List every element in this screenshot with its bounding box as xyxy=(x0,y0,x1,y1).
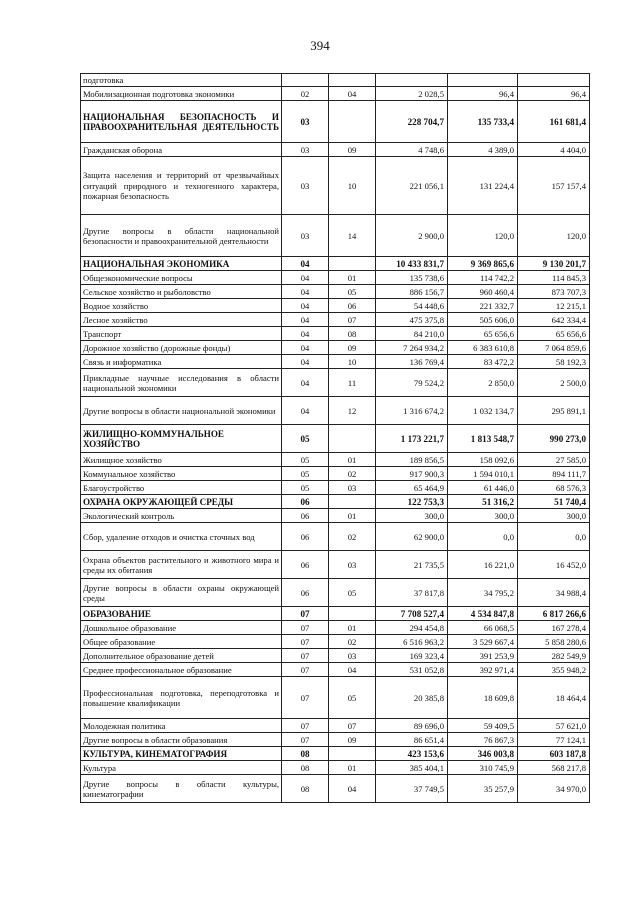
row-amount-1: 2 900,0 xyxy=(376,215,448,257)
table-section-row xyxy=(81,101,590,143)
row-amount-3: 57 621,0 xyxy=(518,719,590,733)
table-row xyxy=(81,341,590,355)
row-amount-3: 34 988,4 xyxy=(518,579,590,607)
row-section-code: 04 xyxy=(282,257,329,271)
row-amount-2: 61 446,0 xyxy=(448,481,518,495)
row-amount-1 xyxy=(376,74,448,87)
row-amount-2: 391 253,9 xyxy=(448,649,518,663)
row-name: Дополнительное образование детей xyxy=(81,649,282,663)
row-section-code: 06 xyxy=(282,509,329,523)
row-section-code: 04 xyxy=(282,299,329,313)
row-amount-2: 300,0 xyxy=(448,509,518,523)
row-name: Культура xyxy=(81,761,282,775)
row-section-code xyxy=(282,74,329,87)
row-amount-3: 0,0 xyxy=(518,523,590,551)
row-name: Сбор, удаление отходов и очистка сточных вод xyxy=(81,523,282,551)
row-section-code: 07 xyxy=(282,719,329,733)
row-amount-1: 20 385,8 xyxy=(376,677,448,719)
row-amount-3: 2 500,0 xyxy=(518,369,590,397)
row-amount-3: 120,0 xyxy=(518,215,590,257)
row-amount-1: 86 651,4 xyxy=(376,733,448,747)
page-number: 394 xyxy=(310,38,330,53)
row-subsection-code: 05 xyxy=(329,579,376,607)
row-name: Другие вопросы в области национальной экономики xyxy=(81,397,282,425)
row-section-code: 03 xyxy=(282,101,329,143)
row-section-code: 05 xyxy=(282,467,329,481)
row-amount-3: 4 404,0 xyxy=(518,143,590,157)
row-subsection-code: 01 xyxy=(329,271,376,285)
row-subsection-code: 03 xyxy=(329,481,376,495)
row-amount-3: 68 576,3 xyxy=(518,481,590,495)
row-name: Другие вопросы в области национальной безопасности и правоохранительной деятельности xyxy=(81,215,282,257)
row-amount-2 xyxy=(448,74,518,87)
row-amount-2: 65 656,6 xyxy=(448,327,518,341)
table-row xyxy=(81,649,590,663)
row-section-code: 03 xyxy=(282,143,329,157)
row-name: Водное хозяйство xyxy=(81,299,282,313)
row-amount-2: 114 742,2 xyxy=(448,271,518,285)
row-amount-3: 5 858 280,6 xyxy=(518,635,590,649)
row-amount-2: 2 850,0 xyxy=(448,369,518,397)
row-amount-1: 189 856,5 xyxy=(376,453,448,467)
row-amount-3: 568 217,8 xyxy=(518,761,590,775)
row-amount-3 xyxy=(518,74,590,87)
row-amount-2: 76 867,3 xyxy=(448,733,518,747)
row-subsection-code: 08 xyxy=(329,327,376,341)
row-amount-1: 62 900,0 xyxy=(376,523,448,551)
row-amount-1: 886 156,7 xyxy=(376,285,448,299)
row-subsection-code: 01 xyxy=(329,761,376,775)
row-name: ЖИЛИЩНО-КОММУНАЛЬНОЕ ХОЗЯЙСТВО xyxy=(81,425,282,453)
budget-table-body xyxy=(81,74,590,803)
table-row xyxy=(81,271,590,285)
row-amount-3: 58 192,3 xyxy=(518,355,590,369)
row-amount-3: 18 464,4 xyxy=(518,677,590,719)
row-amount-1: 89 696,0 xyxy=(376,719,448,733)
row-section-code: 05 xyxy=(282,425,329,453)
row-subsection-code: 09 xyxy=(329,733,376,747)
row-amount-3: 990 273,0 xyxy=(518,425,590,453)
table-row xyxy=(81,369,590,397)
table-row xyxy=(81,355,590,369)
table-section-row xyxy=(81,495,590,509)
row-amount-3: 12 215,1 xyxy=(518,299,590,313)
row-amount-2: 0,0 xyxy=(448,523,518,551)
row-name: Дорожное хозяйство (дорожные фонды) xyxy=(81,341,282,355)
row-amount-3: 77 124,1 xyxy=(518,733,590,747)
row-subsection-code: 01 xyxy=(329,453,376,467)
row-section-code: 07 xyxy=(282,621,329,635)
table-row xyxy=(81,663,590,677)
row-amount-1: 4 748,6 xyxy=(376,143,448,157)
table-row xyxy=(81,775,590,803)
row-section-code: 06 xyxy=(282,551,329,579)
row-subsection-code xyxy=(329,747,376,761)
row-section-code: 04 xyxy=(282,341,329,355)
row-section-code: 04 xyxy=(282,271,329,285)
row-amount-3: 282 549,9 xyxy=(518,649,590,663)
row-subsection-code xyxy=(329,607,376,621)
table-row xyxy=(81,453,590,467)
row-amount-1: 1 316 674,2 xyxy=(376,397,448,425)
table-row xyxy=(81,327,590,341)
table-row xyxy=(81,467,590,481)
row-subsection-code: 09 xyxy=(329,143,376,157)
row-subsection-code: 04 xyxy=(329,87,376,101)
row-name: Коммунальное хозяйство xyxy=(81,467,282,481)
row-amount-1: 21 735,5 xyxy=(376,551,448,579)
row-amount-1: 423 153,6 xyxy=(376,747,448,761)
table-row xyxy=(81,299,590,313)
row-name: ОБРАЗОВАНИЕ xyxy=(81,607,282,621)
table-row xyxy=(81,579,590,607)
row-amount-1: 79 524,2 xyxy=(376,369,448,397)
row-amount-1: 122 753,3 xyxy=(376,495,448,509)
table-row xyxy=(81,621,590,635)
row-subsection-code: 02 xyxy=(329,635,376,649)
table-row xyxy=(81,157,590,215)
row-amount-3: 355 948,2 xyxy=(518,663,590,677)
row-amount-3: 295 891,1 xyxy=(518,397,590,425)
table-row xyxy=(81,74,590,87)
row-name: Профессиональная подготовка, переподготовка и повышение квалификации xyxy=(81,677,282,719)
row-name: Защита населения и территорий от чрезвычайных ситуаций природного и техногенного характера, пожарная безопасность xyxy=(81,157,282,215)
row-name: подготовка xyxy=(81,74,282,87)
row-amount-3: 9 130 201,7 xyxy=(518,257,590,271)
row-section-code: 07 xyxy=(282,733,329,747)
row-name: Охрана объектов растительного и животного мира и среды их обитания xyxy=(81,551,282,579)
table-row xyxy=(81,733,590,747)
row-amount-1: 54 448,6 xyxy=(376,299,448,313)
row-amount-1: 475 375,8 xyxy=(376,313,448,327)
row-amount-2: 1 813 548,7 xyxy=(448,425,518,453)
row-amount-2: 505 606,0 xyxy=(448,313,518,327)
row-section-code: 05 xyxy=(282,453,329,467)
row-amount-3: 65 656,6 xyxy=(518,327,590,341)
table-row xyxy=(81,87,590,101)
row-name: ОХРАНА ОКРУЖАЮЩЕЙ СРЕДЫ xyxy=(81,495,282,509)
row-amount-1: 294 454,8 xyxy=(376,621,448,635)
row-amount-1: 37 817,8 xyxy=(376,579,448,607)
row-section-code: 05 xyxy=(282,481,329,495)
row-amount-2: 392 971,4 xyxy=(448,663,518,677)
row-amount-2: 51 316,2 xyxy=(448,495,518,509)
row-subsection-code: 02 xyxy=(329,467,376,481)
row-amount-1: 7 708 527,4 xyxy=(376,607,448,621)
row-section-code: 04 xyxy=(282,327,329,341)
row-amount-2: 6 383 610,8 xyxy=(448,341,518,355)
row-amount-2: 3 529 667,4 xyxy=(448,635,518,649)
table-row xyxy=(81,509,590,523)
row-subsection-code xyxy=(329,425,376,453)
row-amount-1: 2 028,5 xyxy=(376,87,448,101)
row-amount-2: 9 369 865,6 xyxy=(448,257,518,271)
table-row xyxy=(81,313,590,327)
row-amount-1: 531 052,8 xyxy=(376,663,448,677)
table-row xyxy=(81,719,590,733)
row-amount-1: 7 264 934,2 xyxy=(376,341,448,355)
row-amount-2: 120,0 xyxy=(448,215,518,257)
row-amount-2: 66 068,5 xyxy=(448,621,518,635)
row-amount-3: 7 064 859,6 xyxy=(518,341,590,355)
row-name: Другие вопросы в области культуры, кинематографии xyxy=(81,775,282,803)
table-section-row xyxy=(81,747,590,761)
row-amount-2: 18 609,8 xyxy=(448,677,518,719)
row-subsection-code xyxy=(329,257,376,271)
row-subsection-code: 03 xyxy=(329,551,376,579)
row-name: КУЛЬТУРА, КИНЕМАТОГРАФИЯ xyxy=(81,747,282,761)
row-amount-1: 6 516 963,2 xyxy=(376,635,448,649)
row-section-code: 08 xyxy=(282,761,329,775)
row-name: Транспорт xyxy=(81,327,282,341)
row-amount-3: 96,4 xyxy=(518,87,590,101)
table-row xyxy=(81,481,590,495)
row-section-code: 07 xyxy=(282,635,329,649)
row-subsection-code: 07 xyxy=(329,313,376,327)
row-amount-1: 65 464,9 xyxy=(376,481,448,495)
row-subsection-code: 14 xyxy=(329,215,376,257)
row-name: Сельское хозяйство и рыболовство xyxy=(81,285,282,299)
row-section-code: 07 xyxy=(282,677,329,719)
row-amount-2: 4 389,0 xyxy=(448,143,518,157)
row-amount-3: 114 845,3 xyxy=(518,271,590,285)
row-amount-2: 16 221,0 xyxy=(448,551,518,579)
row-amount-3: 167 278,4 xyxy=(518,621,590,635)
row-name: Среднее профессиональное образование xyxy=(81,663,282,677)
row-amount-2: 1 032 134,7 xyxy=(448,397,518,425)
row-name: Общее образование xyxy=(81,635,282,649)
row-amount-2: 131 224,4 xyxy=(448,157,518,215)
row-amount-1: 1 173 221,7 xyxy=(376,425,448,453)
row-subsection-code: 04 xyxy=(329,775,376,803)
table-row xyxy=(81,523,590,551)
table-section-row xyxy=(81,607,590,621)
row-name: Лесное хозяйство xyxy=(81,313,282,327)
row-amount-2: 59 409,5 xyxy=(448,719,518,733)
row-amount-2: 310 745,9 xyxy=(448,761,518,775)
table-row xyxy=(81,215,590,257)
row-amount-1: 135 738,6 xyxy=(376,271,448,285)
row-name: НАЦИОНАЛЬНАЯ БЕЗОПАСНОСТЬ И ПРАВООХРАНИТЕЛЬНАЯ ДЕЯТЕЛЬНОСТЬ xyxy=(81,101,282,143)
row-section-code: 04 xyxy=(282,397,329,425)
row-amount-3: 16 452,0 xyxy=(518,551,590,579)
row-name: Экологический контроль xyxy=(81,509,282,523)
row-amount-1: 169 323,4 xyxy=(376,649,448,663)
row-name: Жилищное хозяйство xyxy=(81,453,282,467)
row-subsection-code: 09 xyxy=(329,341,376,355)
table-row xyxy=(81,677,590,719)
row-amount-3: 34 970,0 xyxy=(518,775,590,803)
row-amount-1: 300,0 xyxy=(376,509,448,523)
row-amount-2: 158 092,6 xyxy=(448,453,518,467)
row-amount-2: 34 795,2 xyxy=(448,579,518,607)
row-amount-3: 6 817 266,6 xyxy=(518,607,590,621)
row-subsection-code: 01 xyxy=(329,621,376,635)
row-name: Связь и информатика xyxy=(81,355,282,369)
row-subsection-code: 04 xyxy=(329,663,376,677)
row-section-code: 06 xyxy=(282,579,329,607)
row-subsection-code: 03 xyxy=(329,649,376,663)
row-name: Дошкольное образование xyxy=(81,621,282,635)
row-amount-3: 603 187,8 xyxy=(518,747,590,761)
row-section-code: 07 xyxy=(282,663,329,677)
row-amount-2: 1 594 010,1 xyxy=(448,467,518,481)
row-section-code: 04 xyxy=(282,355,329,369)
row-subsection-code: 06 xyxy=(329,299,376,313)
row-name: Другие вопросы в области охраны окружающей среды xyxy=(81,579,282,607)
table-row xyxy=(81,551,590,579)
budget-table xyxy=(80,73,590,803)
row-section-code: 04 xyxy=(282,285,329,299)
row-section-code: 02 xyxy=(282,87,329,101)
row-section-code: 08 xyxy=(282,747,329,761)
row-name: Общеэкономические вопросы xyxy=(81,271,282,285)
row-subsection-code xyxy=(329,101,376,143)
row-section-code: 07 xyxy=(282,607,329,621)
row-subsection-code xyxy=(329,74,376,87)
row-amount-3: 27 585,0 xyxy=(518,453,590,467)
row-amount-1: 37 749,5 xyxy=(376,775,448,803)
row-amount-3: 51 740,4 xyxy=(518,495,590,509)
row-subsection-code xyxy=(329,495,376,509)
row-amount-3: 894 111,7 xyxy=(518,467,590,481)
table-row xyxy=(81,397,590,425)
row-name: Благоустройство xyxy=(81,481,282,495)
row-subsection-code: 12 xyxy=(329,397,376,425)
table-section-row xyxy=(81,257,590,271)
table-row xyxy=(81,635,590,649)
row-amount-3: 300,0 xyxy=(518,509,590,523)
row-amount-1: 136 769,4 xyxy=(376,355,448,369)
row-amount-1: 385 404,1 xyxy=(376,761,448,775)
row-section-code: 03 xyxy=(282,157,329,215)
row-amount-3: 157 157,4 xyxy=(518,157,590,215)
row-subsection-code: 10 xyxy=(329,355,376,369)
row-section-code: 07 xyxy=(282,649,329,663)
table-section-row xyxy=(81,425,590,453)
row-name: Другие вопросы в области образования xyxy=(81,733,282,747)
row-subsection-code: 07 xyxy=(329,719,376,733)
table-row xyxy=(81,285,590,299)
row-amount-1: 917 900,3 xyxy=(376,467,448,481)
row-section-code: 03 xyxy=(282,215,329,257)
row-amount-1: 10 433 831,7 xyxy=(376,257,448,271)
row-amount-1: 84 210,0 xyxy=(376,327,448,341)
row-section-code: 08 xyxy=(282,775,329,803)
row-name: Прикладные научные исследования в области национальной экономики xyxy=(81,369,282,397)
row-amount-2: 135 733,4 xyxy=(448,101,518,143)
row-amount-3: 642 334,4 xyxy=(518,313,590,327)
row-section-code: 06 xyxy=(282,523,329,551)
row-name: НАЦИОНАЛЬНАЯ ЭКОНОМИКА xyxy=(81,257,282,271)
row-section-code: 06 xyxy=(282,495,329,509)
row-subsection-code: 02 xyxy=(329,523,376,551)
row-subsection-code: 05 xyxy=(329,677,376,719)
row-amount-1: 221 056,1 xyxy=(376,157,448,215)
row-section-code: 04 xyxy=(282,313,329,327)
row-amount-2: 960 460,4 xyxy=(448,285,518,299)
row-name: Молодежная политика xyxy=(81,719,282,733)
row-amount-2: 4 534 847,8 xyxy=(448,607,518,621)
row-name: Мобилизационная подготовка экономики xyxy=(81,87,282,101)
row-name: Гражданская оборона xyxy=(81,143,282,157)
row-amount-1: 228 704,7 xyxy=(376,101,448,143)
row-amount-2: 221 332,7 xyxy=(448,299,518,313)
row-amount-2: 35 257,9 xyxy=(448,775,518,803)
table-row xyxy=(81,143,590,157)
row-amount-2: 83 472,2 xyxy=(448,355,518,369)
row-amount-2: 96,4 xyxy=(448,87,518,101)
row-subsection-code: 10 xyxy=(329,157,376,215)
row-subsection-code: 11 xyxy=(329,369,376,397)
row-subsection-code: 05 xyxy=(329,285,376,299)
row-amount-3: 873 707,3 xyxy=(518,285,590,299)
row-subsection-code: 01 xyxy=(329,509,376,523)
row-amount-3: 161 681,4 xyxy=(518,101,590,143)
row-section-code: 04 xyxy=(282,369,329,397)
row-amount-2: 346 003,8 xyxy=(448,747,518,761)
table-row xyxy=(81,761,590,775)
